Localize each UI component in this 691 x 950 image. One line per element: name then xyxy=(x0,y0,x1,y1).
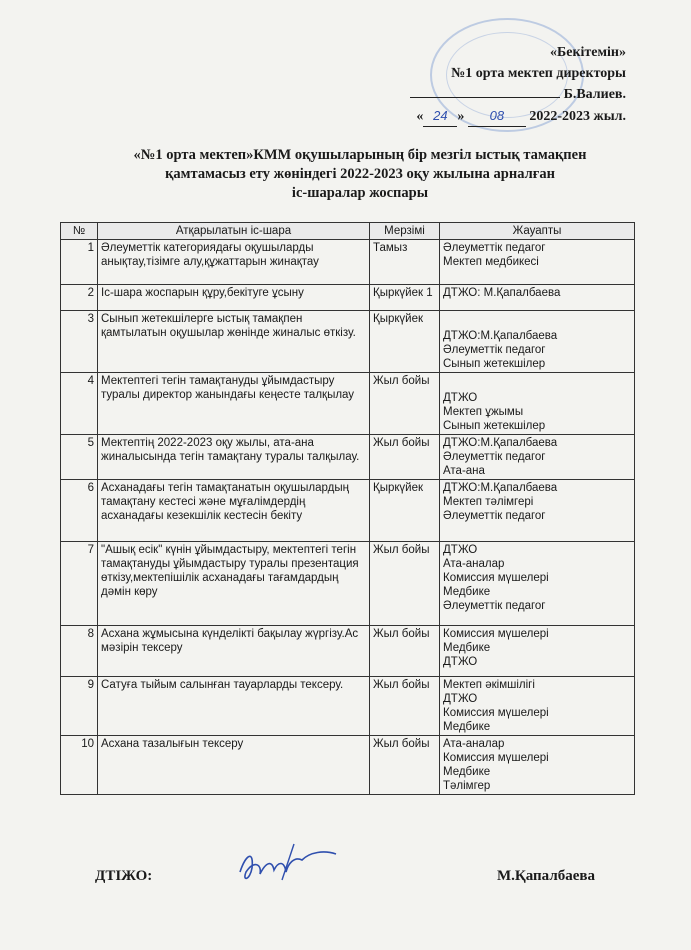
signature-blank xyxy=(410,97,560,98)
title-line-1: «№1 орта мектеп»КММ оқушыларының бір мезгіл ыстық тамақпен xyxy=(133,147,587,163)
row-event: Асхана тазалығын тексеру xyxy=(98,736,370,795)
responsible-item: Сынып жетекшілер xyxy=(443,358,546,370)
plan-table-body xyxy=(61,240,635,795)
approval-block xyxy=(410,42,626,127)
responsible-item: ДТЖО: М.Қапалбаева xyxy=(443,287,561,299)
responsible-item: ДТЖО xyxy=(443,392,478,404)
responsible-item: ДТЖО:М.Қапалбаева xyxy=(443,482,558,494)
responsible-item: ДТЖО xyxy=(443,544,478,556)
plan-table xyxy=(60,222,635,795)
row-responsible xyxy=(440,626,635,677)
table-row xyxy=(61,480,635,542)
responsible-item: Медбике xyxy=(443,642,491,654)
header-responsible: Жауапты xyxy=(440,223,635,240)
responsible-item: Әлеуметтік педагог xyxy=(443,344,546,356)
row-number: 2 xyxy=(61,285,98,311)
responsible-item: Мектеп әкімшілігі xyxy=(443,679,535,691)
row-term: Қыркүйек xyxy=(370,480,440,542)
row-responsible xyxy=(440,542,635,626)
responsible-item: Мектеп ұжымы xyxy=(443,406,524,418)
date-day: 24 xyxy=(423,105,457,127)
responsible-item: Комиссия мүшелері xyxy=(443,707,549,719)
title-line-3: іс-шаралар жоспары xyxy=(291,185,429,201)
row-event: Іс-шара жоспарын құру,бекітуге ұсыну xyxy=(98,285,370,311)
responsible-item: Ата-аналар xyxy=(443,738,505,750)
row-event: Асхана жұмысына күнделікті бақылау жүргізу.Ас мәзірін тексеру xyxy=(98,626,370,677)
responsible-item: Әлеуметтік педагог xyxy=(443,600,546,612)
row-term: Жыл бойы xyxy=(370,626,440,677)
responsible-item: ДТЖО xyxy=(443,656,478,668)
row-responsible xyxy=(440,240,635,285)
responsible-item: ДТЖО:М.Қапалбаева xyxy=(443,437,558,449)
responsible-item: Ата-ана xyxy=(443,465,485,477)
approval-heading: «Бекітемін» xyxy=(549,45,626,60)
responsible-item: Комиссия мүшелері xyxy=(443,572,549,584)
row-event: Асханадағы тегін тамақтанатын оқушылардың тамақтану кестесі және мұғалімдердің асханадағы кезекшілік кестесін бекіту xyxy=(98,480,370,542)
document-title xyxy=(80,146,640,203)
row-term: Жыл бойы xyxy=(370,373,440,435)
row-event: Мектептегі тегін тамақтануды ұйымдастыру туралы директор жанындағы кеңесте талқылау xyxy=(98,373,370,435)
approval-position: №1 орта мектеп директоры xyxy=(451,66,626,81)
row-number: 7 xyxy=(61,542,98,626)
row-term: Жыл бойы xyxy=(370,542,440,626)
handwritten-signature xyxy=(232,842,342,892)
header-event: Атқарылатын іс-шара xyxy=(98,223,370,240)
title-line-2: қамтамасыз ету жөніндегі 2022-2023 оқу жылына арналған xyxy=(165,166,555,182)
responsible-item: Комиссия мүшелері xyxy=(443,628,549,640)
date-year: 2022-2023 жыл. xyxy=(529,109,626,124)
row-term: Жыл бойы xyxy=(370,677,440,736)
row-number: 10 xyxy=(61,736,98,795)
approval-date: « 24 » 08 2022-2023 жыл. xyxy=(410,105,626,127)
responsible-item: Медбике xyxy=(443,766,491,778)
table-row xyxy=(61,677,635,736)
row-number: 3 xyxy=(61,311,98,373)
responsible-item: ДТЖО xyxy=(443,693,478,705)
responsible-item: Мектеп тәлімгері xyxy=(443,496,534,508)
responsible-item: Медбике xyxy=(443,721,491,733)
approval-name: Б.Валиев. xyxy=(563,87,626,102)
row-event: Мектептің 2022-2023 оқу жылы, ата-ана жиналысында тегін тамақтану туралы талқылау. xyxy=(98,435,370,480)
row-event: Сынып жетекшілерге ыстық тамақпен қамтылатын оқушылар жөнінде жиналыс өткізу. xyxy=(98,311,370,373)
table-row xyxy=(61,285,635,311)
row-event: Сатуға тыйым салынған тауарларды тексеру. xyxy=(98,677,370,736)
table-row xyxy=(61,542,635,626)
row-responsible xyxy=(440,736,635,795)
responsible-item: Әлеуметтік педагог xyxy=(443,242,546,254)
row-number: 1 xyxy=(61,240,98,285)
row-responsible xyxy=(440,285,635,311)
responsible-item: Комиссия мүшелері xyxy=(443,752,549,764)
row-responsible xyxy=(440,373,635,435)
row-event: Әлеуметтік категориядағы оқушыларды анықтау,тізімге алу,құжаттарын жинақтау xyxy=(98,240,370,285)
responsible-item: Сынып жетекшілер xyxy=(443,420,546,432)
row-responsible xyxy=(440,677,635,736)
row-term: Қыркүйек xyxy=(370,311,440,373)
responsible-item: ДТЖО:М.Қапалбаева xyxy=(443,330,558,342)
row-responsible xyxy=(440,480,635,542)
responsible-item: Ата-аналар xyxy=(443,558,505,570)
row-number: 4 xyxy=(61,373,98,435)
signoff-name: М.Қапалбаева xyxy=(496,868,595,884)
row-number: 9 xyxy=(61,677,98,736)
row-number: 5 xyxy=(61,435,98,480)
responsible-item: Медбике xyxy=(443,586,491,598)
responsible-item: Тәлімгер xyxy=(443,780,491,792)
header-term: Мерзімі xyxy=(370,223,440,240)
responsible-item: Әлеуметтік педагог xyxy=(443,451,546,463)
table-row xyxy=(61,373,635,435)
row-term: Жыл бойы xyxy=(370,435,440,480)
header-num: № xyxy=(61,223,98,240)
signoff-position: ДТІЖО: xyxy=(95,868,153,884)
row-event: "Ашық есік" күнін ұйымдастыру, мектептегі тегін тамақтануды ұйымдастыру туралы презентация өткізу,мектепішілік асханадағы тағамдардың дәмін көру xyxy=(98,542,370,626)
row-number: 8 xyxy=(61,626,98,677)
responsible-item: Мектеп медбикесі xyxy=(443,256,539,268)
table-row xyxy=(61,311,635,373)
row-term: Тамыз xyxy=(370,240,440,285)
row-responsible xyxy=(440,311,635,373)
table-header-row xyxy=(61,223,635,240)
table-row xyxy=(61,736,635,795)
date-month: 08 xyxy=(468,105,526,127)
approval-name-line xyxy=(410,84,626,105)
table-row xyxy=(61,435,635,480)
responsible-item: Әлеуметтік педагог xyxy=(443,510,546,522)
row-responsible xyxy=(440,435,635,480)
row-term: Жыл бойы xyxy=(370,736,440,795)
row-number: 6 xyxy=(61,480,98,542)
table-row xyxy=(61,240,635,285)
table-row xyxy=(61,626,635,677)
row-term: Қыркүйек 1 xyxy=(370,285,440,311)
